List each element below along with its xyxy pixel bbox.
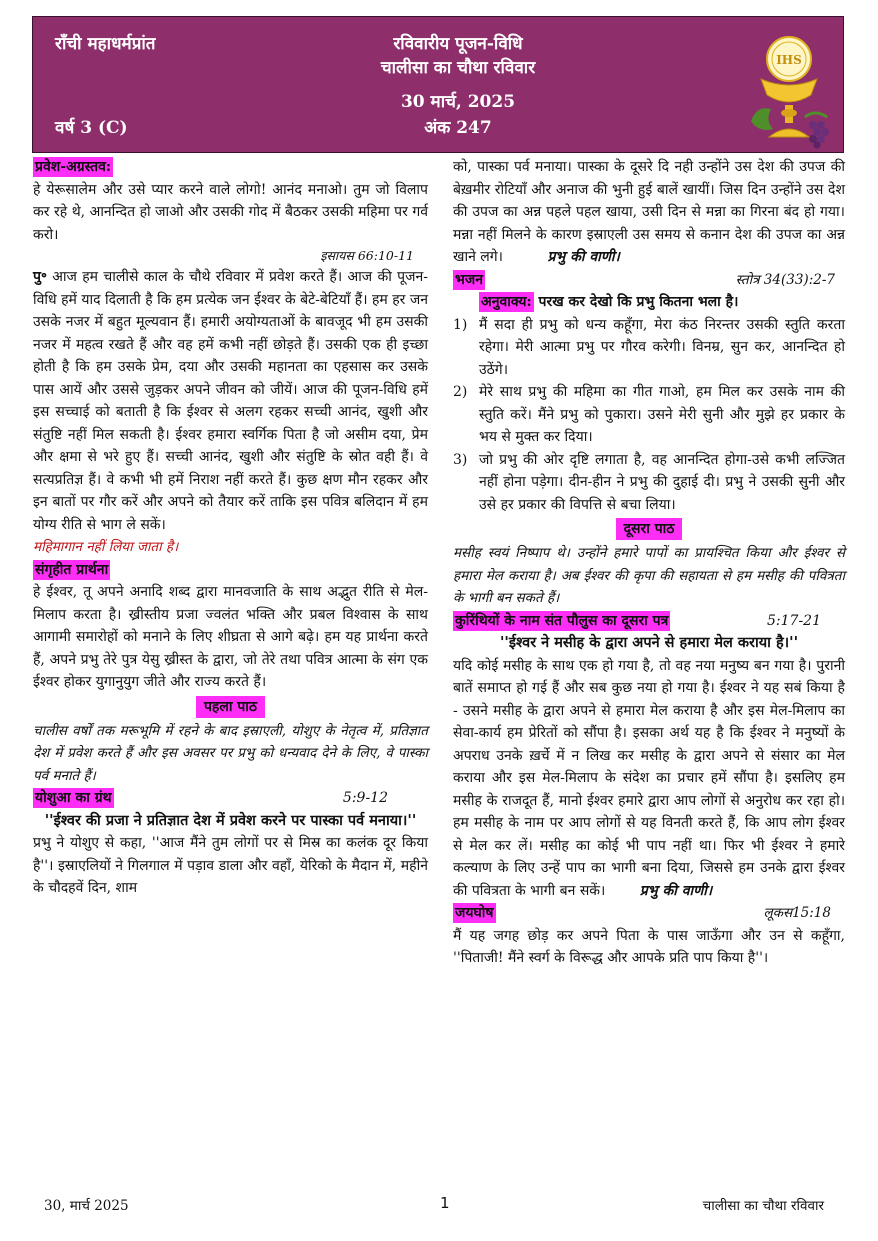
second-reading-closing: प्रभु की वाणी। [639,882,713,899]
footer-title: चालीसा का चौथा रविवार [702,1198,824,1214]
first-reading-headline: ''ईश्वर की प्रजा ने प्रतिज्ञात देश में प्रवेश करने पर पास्का पर्व मनाया।'' [44,811,417,829]
page-number: 1 [440,1194,450,1212]
introduction-text: आज हम चालीसे काल के चौथे रविवार में प्रवेश करते हैं। आज की पूजन-विधि हमें याद दिलाती है कि हम प्रत्येक जन ईश्वर के बेटे-बेटियाँ हैं। हम हर जन उसके नजर में बहुत मूल्यवान हैं। हमारी अयोग्यताओं के बावजूद भी हम उसकी नजर में महत्व रखते हैं और वह हमें कभी नहीं छोड़ते हैं। उसकी एक ही इच्छा होती है कि हम उसके प्रेम, दया और उसकी महानता का एहसास कर उसके पास आयें और उससे जुड़कर अपने जीवन को जीयें। आज की पूजन-विधि हमें इस सच्चाई को बताती है कि ईश्वर से अलग रहकर सच्ची आनंद, खुशी और संतुष्टि नहीं मिल सकती है। ईश्वर हमारा स्वर्गिक पिता है जो असीम दया, प्रेम और क्षमा से भरे हुए हैं। सच्ची आनंद, खुशी और संतुष्टि के स्रोत वही हैं। वे सत्यप्रतिज्ञ हैं। वे कभी भी हमें निराश नहीं करते हैं। कुछ क्षण मौन रहकर और इन बातों पर गौर करें और अपने को तैयार करें ताकि इस पवित्र बलिदान में हम योग्य रीति से भाग ले सकें। [33,269,428,533]
entrance-antiphon-label: प्रवेश-अग्रस्तव: [35,159,112,175]
psalm-verse: 1) मैं सदा ही प्रभु को धन्य कहूँगा, मेरा कंठ निरन्तर उसकी स्तुति करता रहेगा। मेरी आत्मा प्रभु पर गौरव करेगी। विनम्र, सुन कर, आनन्दित हो उठेंगे। [453,316,845,378]
first-reading-closing: प्रभु की वाणी। [547,249,620,265]
second-reading-label: दूसरा पाठ [616,518,683,540]
chalice-host-icon [743,29,835,149]
psalm-verse: 2) मेरे साथ प्रभु की महिमा का गीत गाओ, हम मिल कर उसके नाम की स्तुति करें। मैंने प्रभु को पुकारा। उसने मेरी सुनी और मुझे हर प्रकार के भय से मुक्त कर दिया। [453,384,845,445]
acclamation-header [453,902,845,925]
issue-number: अंक 247 [424,118,492,138]
first-reading-book: योशुआ का ग्रंथ [35,790,112,807]
bulletin-date: 30 मार्च, 2025 [400,92,516,112]
second-reading-source [453,610,845,633]
entrance-antiphon-text: हे येरूसालेम और उसे प्यार करने वाले लोगो! आनंद मनाओ। तुम जो विलाप कर रहे थे, आनन्दित हो जाओ और उसकी गोद में बैठकर उसकी महिमा पर गर्व करो। [33,181,428,243]
left-column [33,156,428,900]
acclamation-ref: लूकस15:18 [763,905,831,921]
first-reading-ref: 5:9-12 [342,790,388,806]
ihs-text: IHS [776,53,802,67]
psalm-verse: 3) जो प्रभु की ओर दृष्टि लगाता है, वह आनन्दित होगा-उसे कभी लज्जित नहीं होना पड़ेगा। दीन-हीन ने प्रभु की दुहाई दी। प्रभु ने उसकी सुनी और उसे हर प्रकार की विपत्ति से बचा लिया। [453,451,845,513]
gloria-note: महिमागान नहीं लिया जाता है। [33,539,179,555]
introduction-paragraph [33,266,428,536]
bulletin-title: रविवारीय पूजन-विधि [393,34,523,54]
footer-date: 30, मार्च 2025 [44,1198,129,1214]
first-reading-summary: चालीस वर्षों तक मरूभूमि में रहने के बाद इस्राएली, योशुए के नेतृत्व में, प्रतिज्ञात देश में प्रवेश करते हैं और इस अवसर पर प्रभु को धन्यवाद देने के लिए, वे पास्का पर्व मनाते हैं। [33,722,428,784]
psalm-response-label: अनुवाक्य: [481,294,532,310]
second-reading-ref: 5:17-21 [767,612,821,629]
acclamation-text: मैं यह जगह छोड़ कर अपने पिता के पास जाऊँगा और उन से कहूँगा, ''पिताजी! मैंने स्वर्ग के विरूद्ध और आपके प्रति पाप किया है''। [453,927,845,966]
first-reading-label: पहला पाठ [196,696,265,718]
first-reading-text-part1: प्रभु ने योशुए से कहा, ''आज मैंने तुम लोगों पर से मिस्र का कलंक दूर किया है''। इस्राएलियों ने गिलगाल में पड़ाव डाला और वहाँ, येरिको के मैदान में, महीने के चौदहवें दिन, शाम [33,835,428,896]
psalm-response-text: परख कर देखो कि प्रभु कितना भला है। [533,294,739,310]
second-reading-text: यदि कोई मसीह के साथ एक हो गया है, तो वह नया मनुष्य बन गया है। पुरानी बातें समाप्त हो गई हैं और सब कुछ नया हो गया है। ईश्वर ने यह सबं किया है - उसने मसीह के द्वारा अपने से हमारा मेल कराया है और इस मेल-मिलाप का सेवा-कार्य हम प्रेरितों को सौंपा है। इसका अर्थ यह है कि ईश्वर ने मनुष्यों के अपराध उनके ख़र्चे में न लिख कर मसीह के द्वारा अपने से संसार का मेल कराया और इस मेल-मिलाप के संदेश का प्रचार हमें सौंपा है। इसलिए हम मसीह के राजदूत हैं, मानो ईश्वर हमारे द्वारा आप लोगों से अनुरोध कर रहा हो। हम मसीह के नाम पर आप लोगों से यह विनती करते हैं, कि आप लोग ईश्वर से मेल कर लें। मसीह का कोई भी पाप नहीं था। फिर भी ईश्वर ने हमारे कल्याण के लिए उन्हें पाप का भागी बना दिया, जिससे हम उनके द्वारा ईश्वर की पवित्रता के भागी बन सकें। प्रभु की वाणी। [453,657,845,899]
first-reading-source [33,787,428,810]
psalm-response [479,291,845,314]
psalm-label: भजन [455,271,483,288]
second-reading-summary: मसीह स्वयं निष्पाप थे। उन्होंने हमारे पापों का प्रायश्चित किया और ईश्वर से हमारा मेल कराया है। अब ईश्वर की कृपा की सहायता से हम मसीह की पवित्रता के भागी बन सकते हैं। [453,545,845,606]
year-label: वर्ष 3 (C) [55,118,128,138]
collect-text: हे ईश्वर, तू अपने अनादि शब्द द्वारा मानवजाति के साथ अद्भुत रीति से मेल-मिलाप करता है। ख्रीस्तीय प्रजा ज्वलंत भक्ति और प्रबल विश्वास के साथ आगामी समारोहों को मनाने के लिए शीघ्रता से आगे बढ़े। हम यह प्रार्थना करते हैं, अपने प्रभु तेरे पुत्र येसु ख्रीस्त के द्वारा, जो तेरे तथा पवित्र आत्मा के संग एक ईश्वर होकर युगानुयुग जीते और राज्य करते हैं। [33,584,428,690]
archdiocese-name: राँची महाधर्मप्रांत [55,34,156,54]
bulletin-subtitle: चालीसा का चौथा रविवार [380,58,536,78]
psalm-header [453,269,845,292]
first-reading-text-part2: को, पास्का पर्व मनाया। पास्का के दूसरे दि नही उन्होंने उस देश की उपज की बेख़मीर रोटियाँ और अनाज की भुनी हुई बालें खायीं। जिस दिन उन्होंने उस देश की उपज का अन्न पहले पहल खाया, उसी दिन से मन्ना का गिरना बंद हो गया। मन्ना नहीं मिलने के कारण इस्राएली उस समय से कनान देश की उपज का अन्न खाने लगे। प्रभु की वाणी। [453,159,845,265]
entrance-antiphon-ref: इसायस 66:10-11 [320,248,414,263]
psalm-ref: स्तोत्र 34(33):2-7 [735,271,835,288]
collect-label: संगृहीत प्रार्थना [35,561,109,578]
bulletin-header [32,16,844,153]
priest-prefix: पु॰ [33,269,47,285]
second-reading-book: कुरिंथियों के नाम संत पौलुस का दूसरा पत्र [455,612,669,629]
second-reading-headline: ''ईश्वर ने मसीह के द्वारा अपने से हमारा मेल कराया है।'' [499,634,799,651]
right-column [453,156,845,970]
acclamation-label: जयघोष [455,905,494,922]
